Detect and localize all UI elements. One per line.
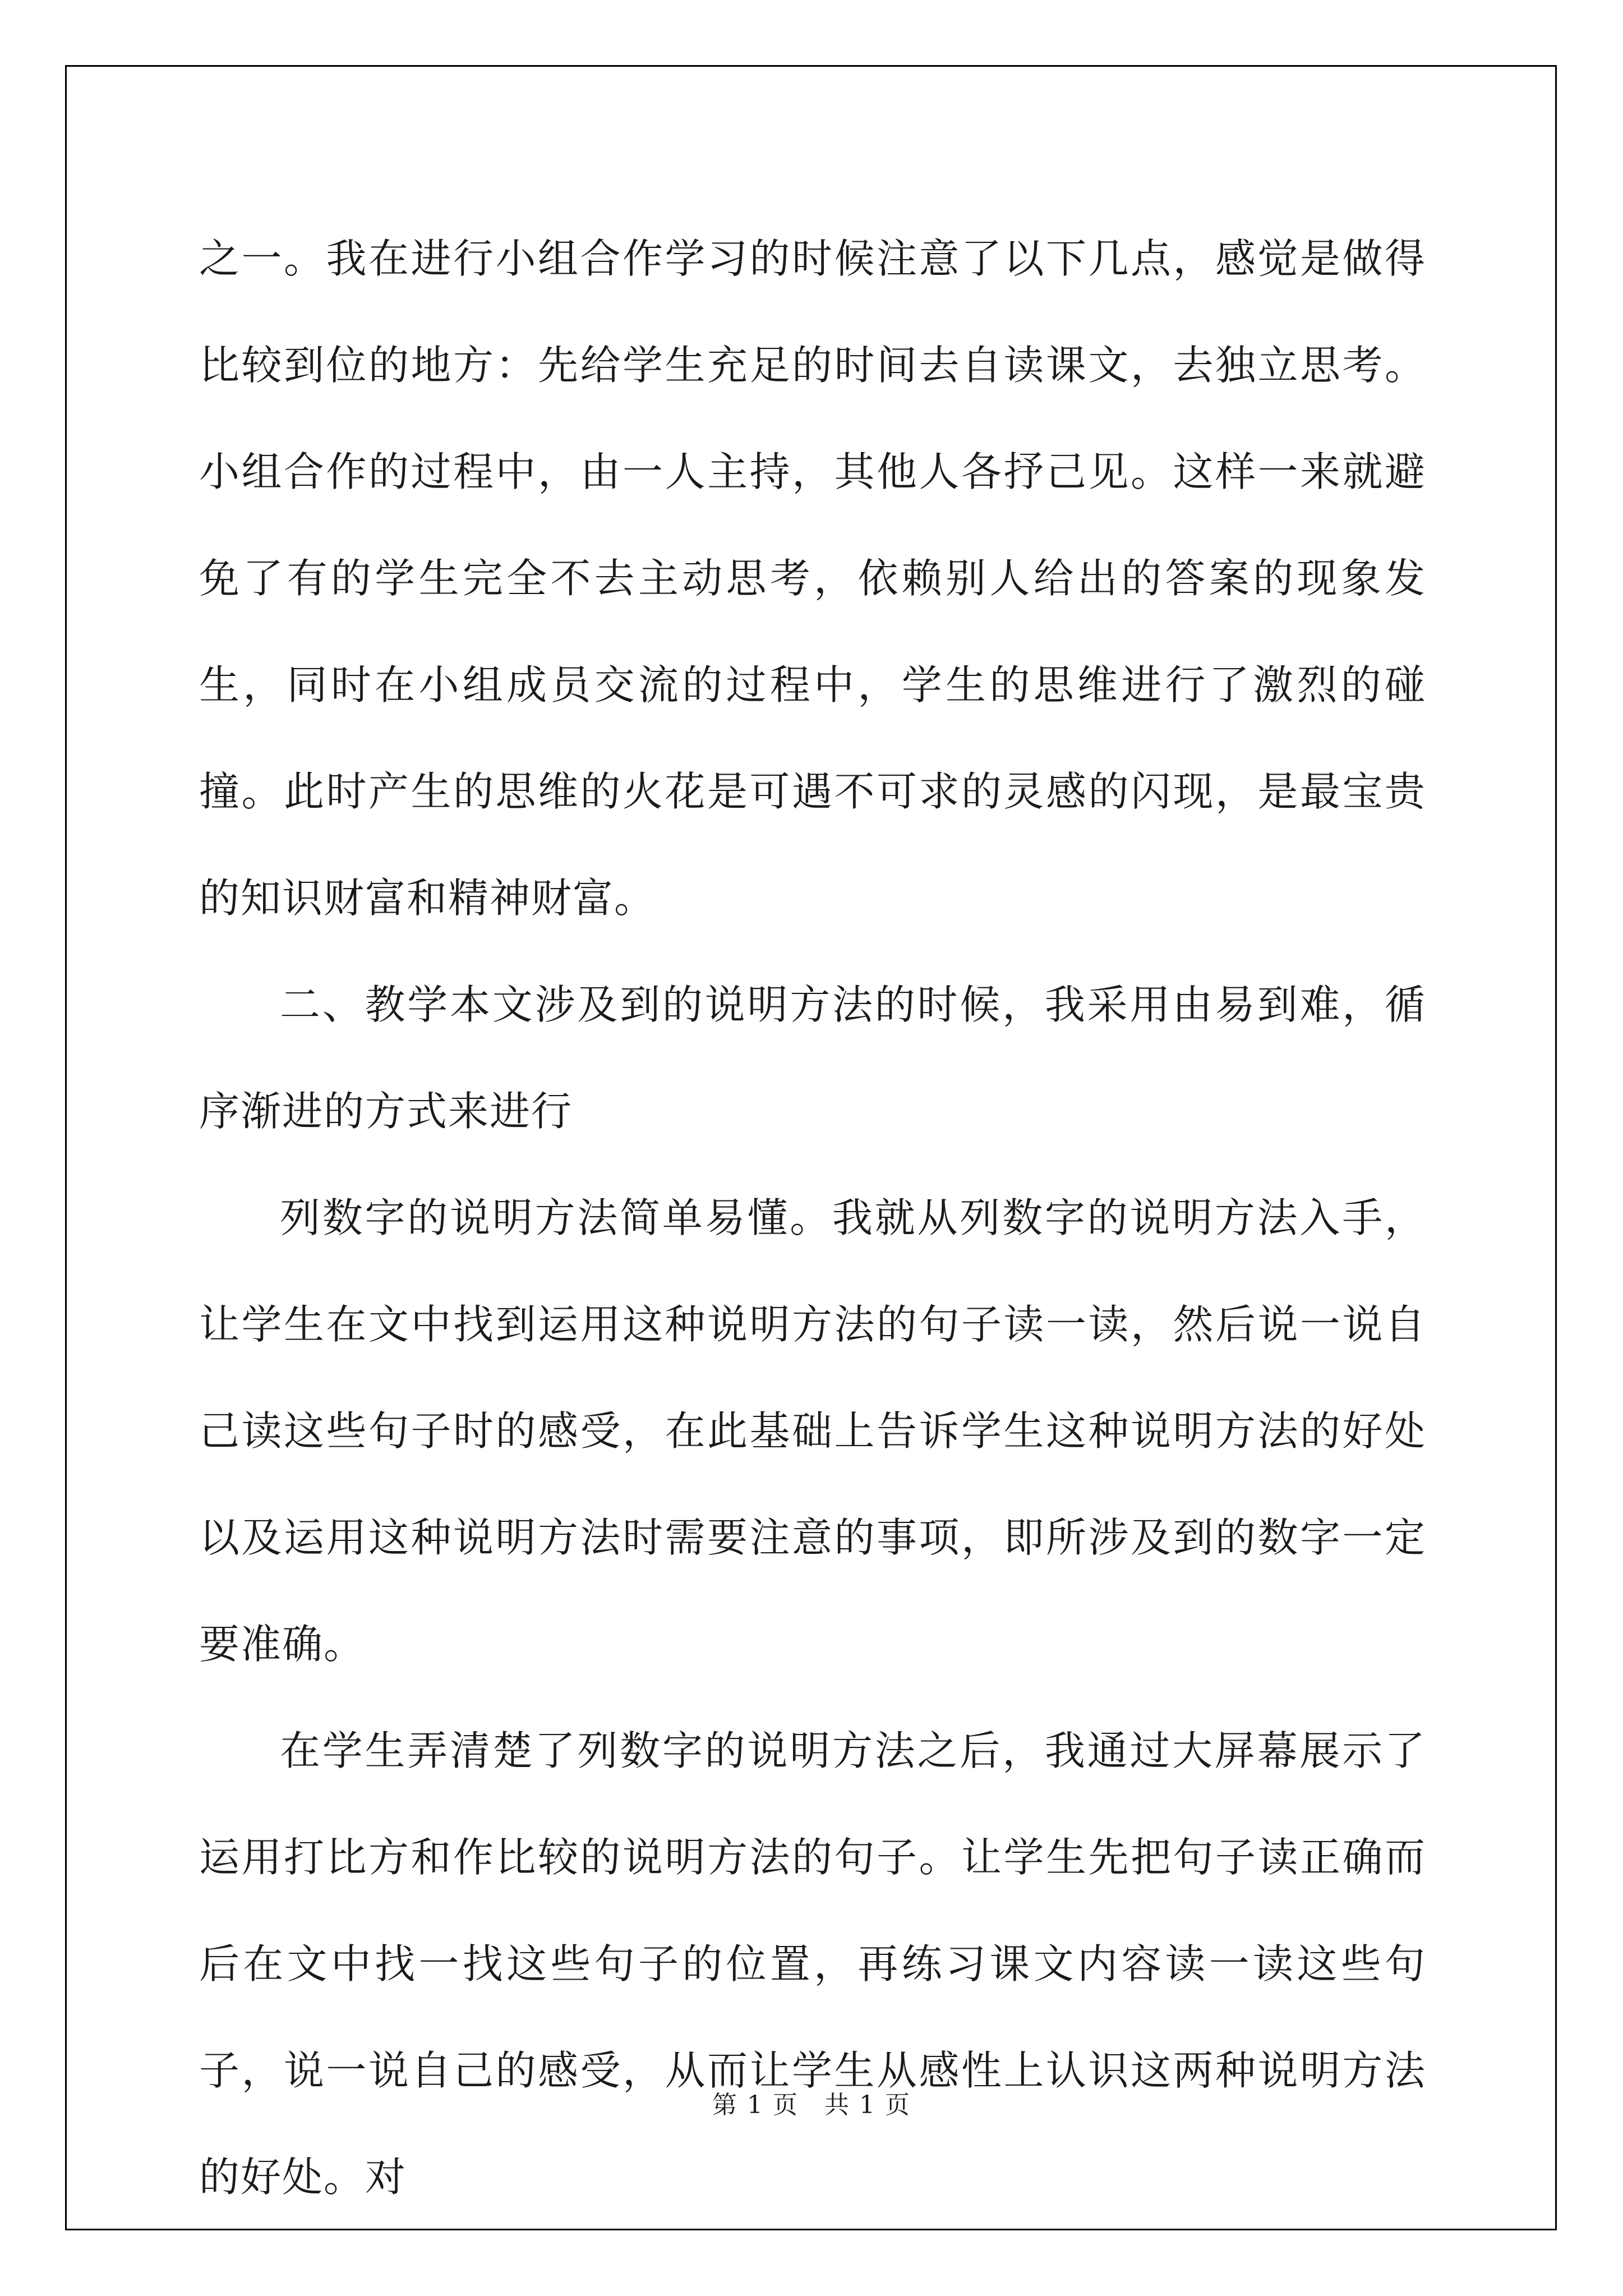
paragraph-1: 之一。我在进行小组合作学习的时候注意了以下几点，感觉是做得比较到位的地方：先给学生充足的时间去自读课文，去独立思考。小组合作的过程中，由一人主持，其他人各抒己见。这样一来就避免了有的学生完全不去主动思考，依赖别人给出的答案的现象发生，同时在小组成员交流的过程中，学生的思维进行了激烈的碰撞。此时产生的思维的火花是可遇不可求的灵感的闪现，是最宝贵的知识财富和精神财富。: [199, 235, 1426, 922]
paragraph-3: 列数字的说明方法简单易懂。我就从列数字的说明方法入手，让学生在文中找到运用这种说明方法的句子读一读，然后说一说自己读这些句子时的感受，在此基础上告诉学生这种说明方法的好处以及运用这种说明方法时需要注意的事项，即所涉及到的数字一定要准确。: [199, 1194, 1426, 1668]
page-footer: 第 1 页 共 1 页: [712, 2091, 911, 2119]
document-body: [199, 205, 1426, 2230]
paragraph-2: 二、教学本文涉及到的说明方法的时候，我采用由易到难，循序渐进的方式来进行: [199, 981, 1426, 1135]
paragraph-4: 在学生弄清楚了列数字的说明方法之后，我通过大屏幕展示了运用打比方和作比较的说明方法的句子。让学生先把句子读正确而后在文中找一找这些句子的位置，再练习课文内容读一读这些句子，说一说自己的感受，从而让学生从感性上认识这两种说明方法的好处。对: [199, 1727, 1426, 2201]
